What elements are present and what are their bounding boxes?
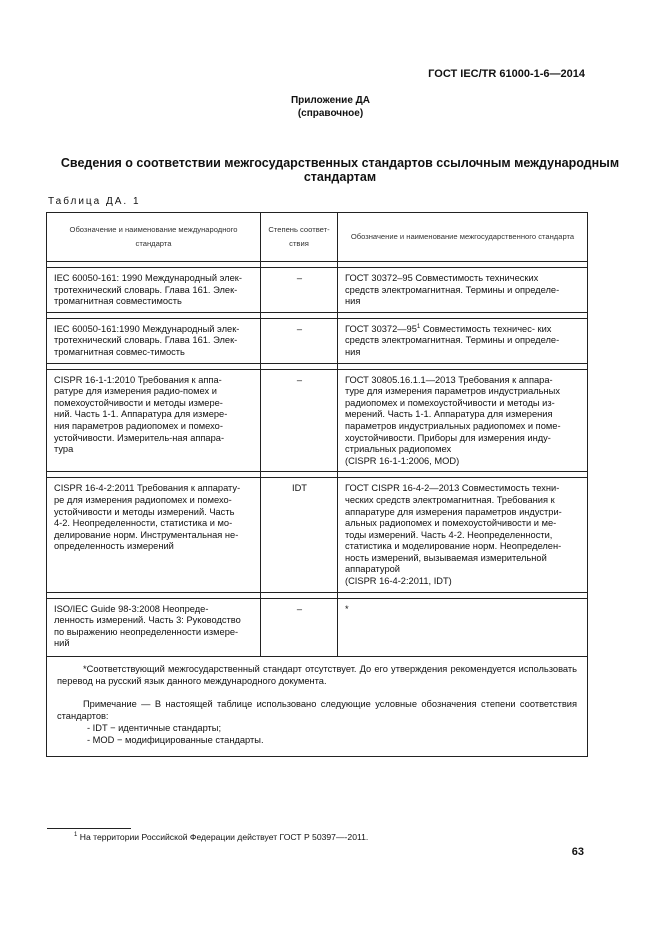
cell-national: * xyxy=(338,598,588,656)
cell-degree: – xyxy=(261,318,338,363)
footnote-text: На территории Российской Федерации действует ГОСТ Р 50397—-2011. xyxy=(77,832,369,842)
table-row xyxy=(47,268,588,313)
table-label-prefix: Таблица ДА. xyxy=(48,196,129,207)
table-label-number: 1 xyxy=(133,196,139,207)
table-header-row xyxy=(47,213,588,262)
note-text: Примечание — В настоящей таблице использовано следующие условные обозначения степени соответствия стандартов: xyxy=(57,699,577,722)
table-row xyxy=(47,598,588,656)
cell-intl: CISPR 16-4-2:2011 Требования к аппарату- ре для измерения радиопомех и помехо- устойчивости и методы измерений. Часть 4-2. Неопределенности, статистика и мо- делирование норм. Инструментальная не- определенность измерений xyxy=(47,478,261,592)
footnote-divider xyxy=(47,828,131,829)
table-row xyxy=(47,369,588,472)
appendix-subtitle: (справочное) xyxy=(297,108,364,119)
national-text: ГОСТ 30372—95 xyxy=(345,323,417,334)
asterisk-note: *Соответствующий межгосударственный стандарт отсутствует. До его утверждения рекомендуется использовать перевод на русский язык данного международного документа. xyxy=(57,664,577,687)
cell-national: ГОСТ 30372–95 Совместимость технических средств электромагнитная. Термины и определе- ния xyxy=(338,268,588,313)
page-title: Сведения о соответствии межгосударственных стандартов ссылочным международным стандартам xyxy=(60,156,620,184)
standards-table xyxy=(46,212,588,757)
cell-national: ГОСТ 30805.16.1.1—2013 Требования к аппара- туре для измерения параметров индустриальных радиопомех и помехоустойчивости и методы из- мерений. Часть 1-1. Аппаратура для измерения параметров индустриальных радиопомех и поме- хоустойчивости. Приборы для измерения инду- стриальных радиопомех (CISPR 16-1-1:2006, MOD) xyxy=(338,369,588,472)
header-national: Обозначение и наименование межгосударственного стандарта xyxy=(338,213,588,262)
cell-intl: CISPR 16-1-1:2010 Требования к аппа- ратуре для измерения радио-помех и помехоустойчивости и методы измере- ний. Часть 1-1. Аппаратура для измере- ния параметров радиопомех и помехо- устойчивости. Измеритель-ная аппара- тура xyxy=(47,369,261,472)
notes-row xyxy=(47,657,588,757)
cell-intl: IEC 60050-161: 1990 Международный элек- тротехнический словарь. Глава 161. Элек- тромагнитная совместимость xyxy=(47,268,261,313)
page-number: 63 xyxy=(571,846,584,858)
cell-degree: – xyxy=(261,598,338,656)
footnote-mark: 1 xyxy=(74,832,78,839)
note-item-mod: - MOD − модифицированные стандарты. xyxy=(87,735,264,746)
table-label xyxy=(48,196,139,207)
table-row xyxy=(47,318,588,363)
header-degree: Степень соответ-ствия xyxy=(261,213,338,262)
header-intl: Обозначение и наименование международного стандарта xyxy=(47,213,261,262)
appendix-title: Приложение ДА xyxy=(290,95,371,106)
cell-intl: IEC 60050-161:1990 Международный элек- тротехнический словарь. Глава 161. Элек- тромагнитная совмес-тимость xyxy=(47,318,261,363)
cell-degree: – xyxy=(261,369,338,472)
appendix-heading xyxy=(0,94,661,120)
footnote-ref: 1 xyxy=(416,323,421,330)
document-code: ГОСТ IEC/TR 61000-1-6—2014 xyxy=(428,68,585,80)
table-row xyxy=(47,478,588,592)
notes-cell xyxy=(47,657,588,757)
note-item-idt: - IDT − идентичные стандарты; xyxy=(87,723,222,734)
cell-degree: IDT xyxy=(261,478,338,592)
cell-degree: – xyxy=(261,268,338,313)
national-text: Совместимость техничес- ких средств электромагнитная. Термины и определе- ния xyxy=(345,323,560,357)
footnote xyxy=(74,832,368,842)
cell-national xyxy=(338,318,588,363)
cell-intl: ISO/IEC Guide 98-3:2008 Неопреде- ленность измерений. Часть 3: Руководство по выражению неопределенности измере- ний xyxy=(47,598,261,656)
cell-national: ГОСТ CISPR 16-4-2—2013 Совместимость техни- ческих средств электромагнитная. Требования к аппаратуре для измерения параметров индустри- альных радиопомех и помехоустойчивости и ме- тоды измерений. Часть 4-2. Неопределенности, статистика и моделирование норм. Неопределен- ность измерений, вызываемая измерительной аппаратурой (CISPR 16-4-2:2011, IDT) xyxy=(338,478,588,592)
